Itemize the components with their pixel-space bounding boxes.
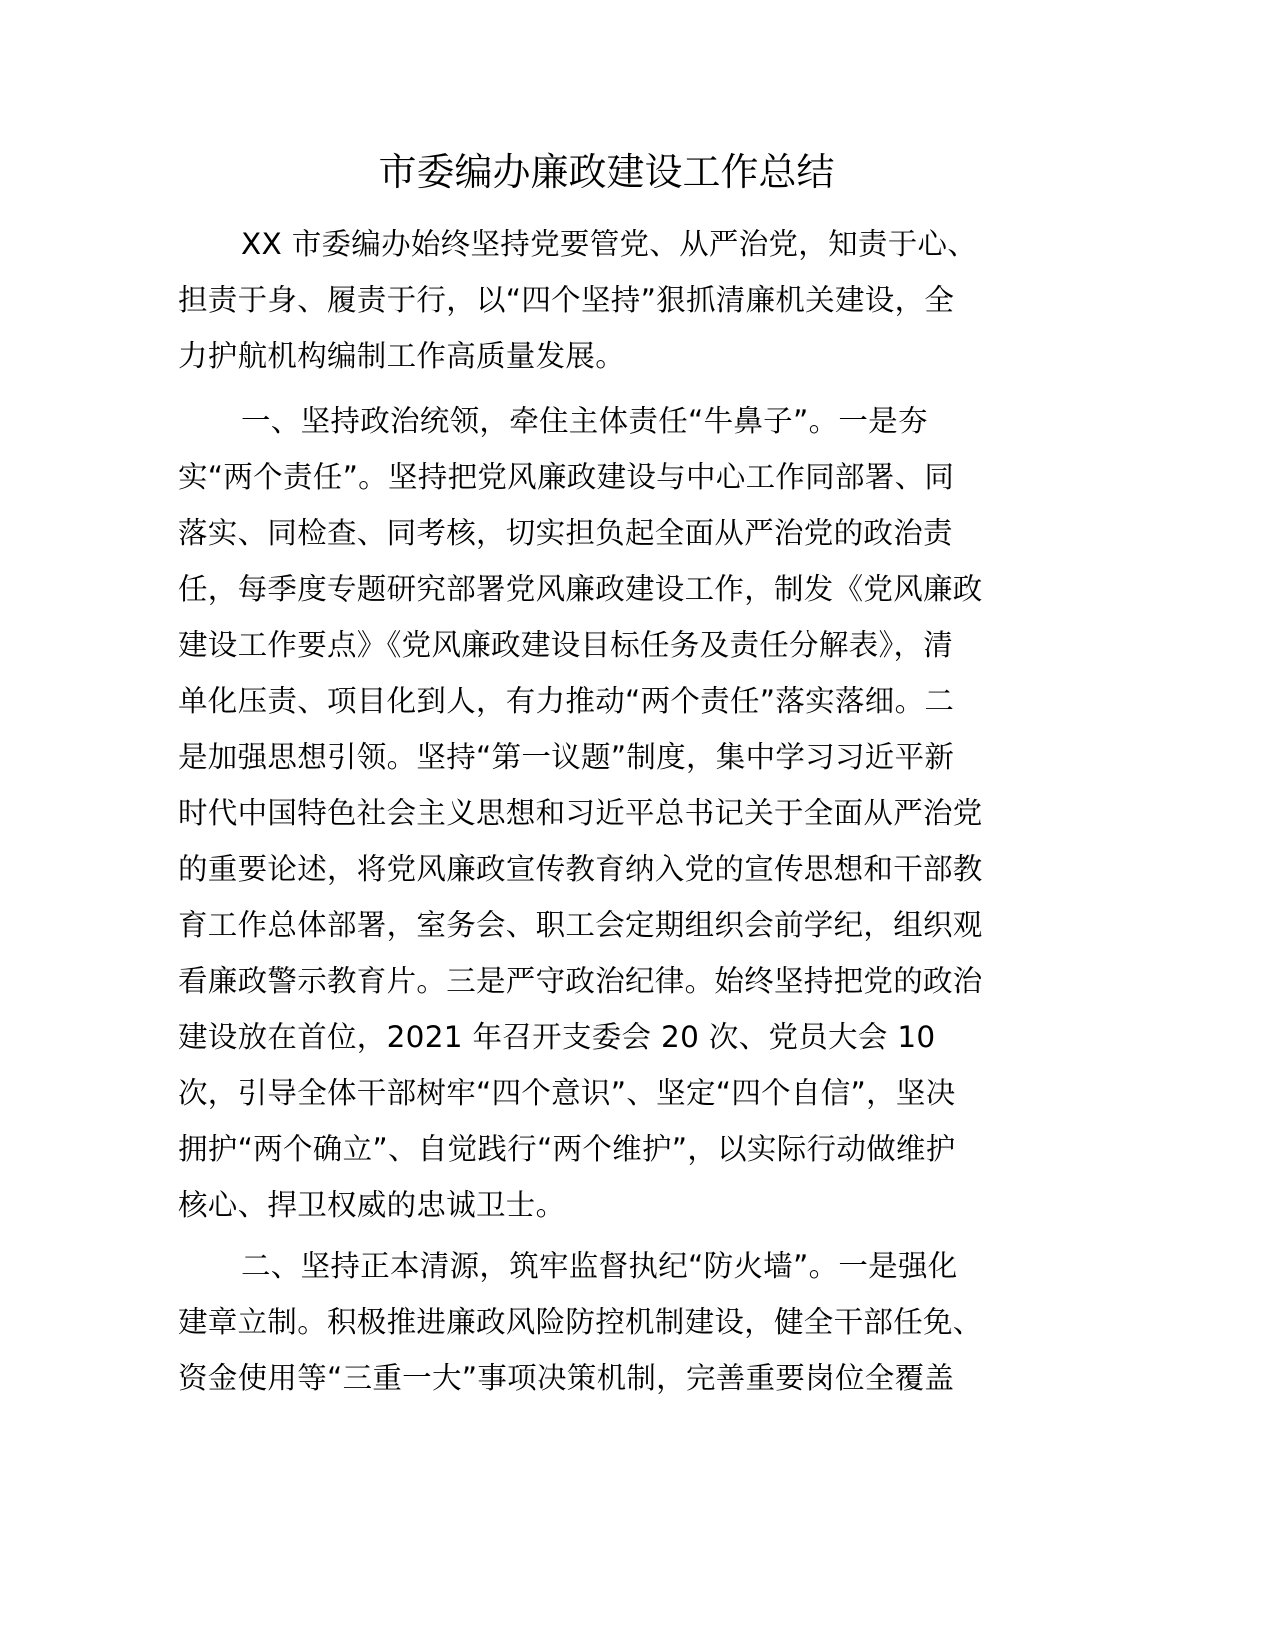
text-line: 资金使用等“三重一大”事项决策机制，完善重要岗位全覆盖 (178, 1361, 955, 1395)
text-line: 拥护“两个确立”、自觉践行“两个维护”，以实际行动做维护 (178, 1132, 956, 1166)
text-line: 建设放在首位，2021 年召开支委会 20 次、党员大会 10 (178, 1020, 936, 1054)
text-line: 担责于身、履责于行，以“四个坚持”狠抓清廉机关建设，全 (178, 283, 955, 317)
text-line: 核心、捍卫权威的忠诚卫士。 (178, 1188, 566, 1222)
text-line: 建章立制。积极推进廉政风险防控机制建设，健全干部任免、 (178, 1305, 983, 1339)
text-line: 是加强思想引领。坚持“第一议题”制度，集中学习习近平新 (178, 740, 955, 774)
paragraph-section-2 (178, 1238, 1038, 1406)
text-line: 看廉政警示教育片。三是严守政治纪律。始终坚持把党的政治 (178, 964, 983, 998)
text-line: 二、坚持正本清源，筑牢监督执纪“防火墙”。一是强化 (241, 1249, 958, 1283)
text-line: 单化压责、项目化到人，有力推动“两个责任”落实落细。二 (178, 684, 955, 718)
paragraph-section-1 (178, 393, 1038, 1233)
text-line: 建设工作要点》《党风廉政建设目标任务及责任分解表》，清 (178, 628, 954, 662)
text-line: 次，引导全体干部树牢“四个意识”、坚定“四个自信”，坚决 (178, 1076, 956, 1110)
text-line: 实“两个责任”。坚持把党风廉政建设与中心工作同部署、同 (178, 460, 955, 494)
text-line: 力护航机构编制工作高质量发展。 (178, 339, 626, 373)
text-line: 任，每季度专题研究部署党风廉政建设工作，制发《党风廉政 (178, 572, 983, 606)
document-title: 市委编办廉政建设工作总结 (378, 150, 835, 194)
text-line: 一、坚持政治统领，牵住主体责任“牛鼻子”。一是夯 (241, 404, 928, 438)
text-line: 的重要论述，将党风廉政宣传教育纳入党的宣传思想和干部教 (178, 852, 983, 886)
text-line: XX 市委编办始终坚持党要管党、从严治党，知责于心、 (241, 227, 978, 261)
text-line: 落实、同检查、同考核，切实担负起全面从严治党的政治责 (178, 516, 953, 550)
text-line: 时代中国特色社会主义思想和习近平总书记关于全面从严治党 (178, 796, 983, 830)
text-line: 育工作总体部署，室务会、职工会定期组织会前学纪，组织观 (178, 908, 983, 942)
paragraph-intro (178, 216, 1038, 384)
